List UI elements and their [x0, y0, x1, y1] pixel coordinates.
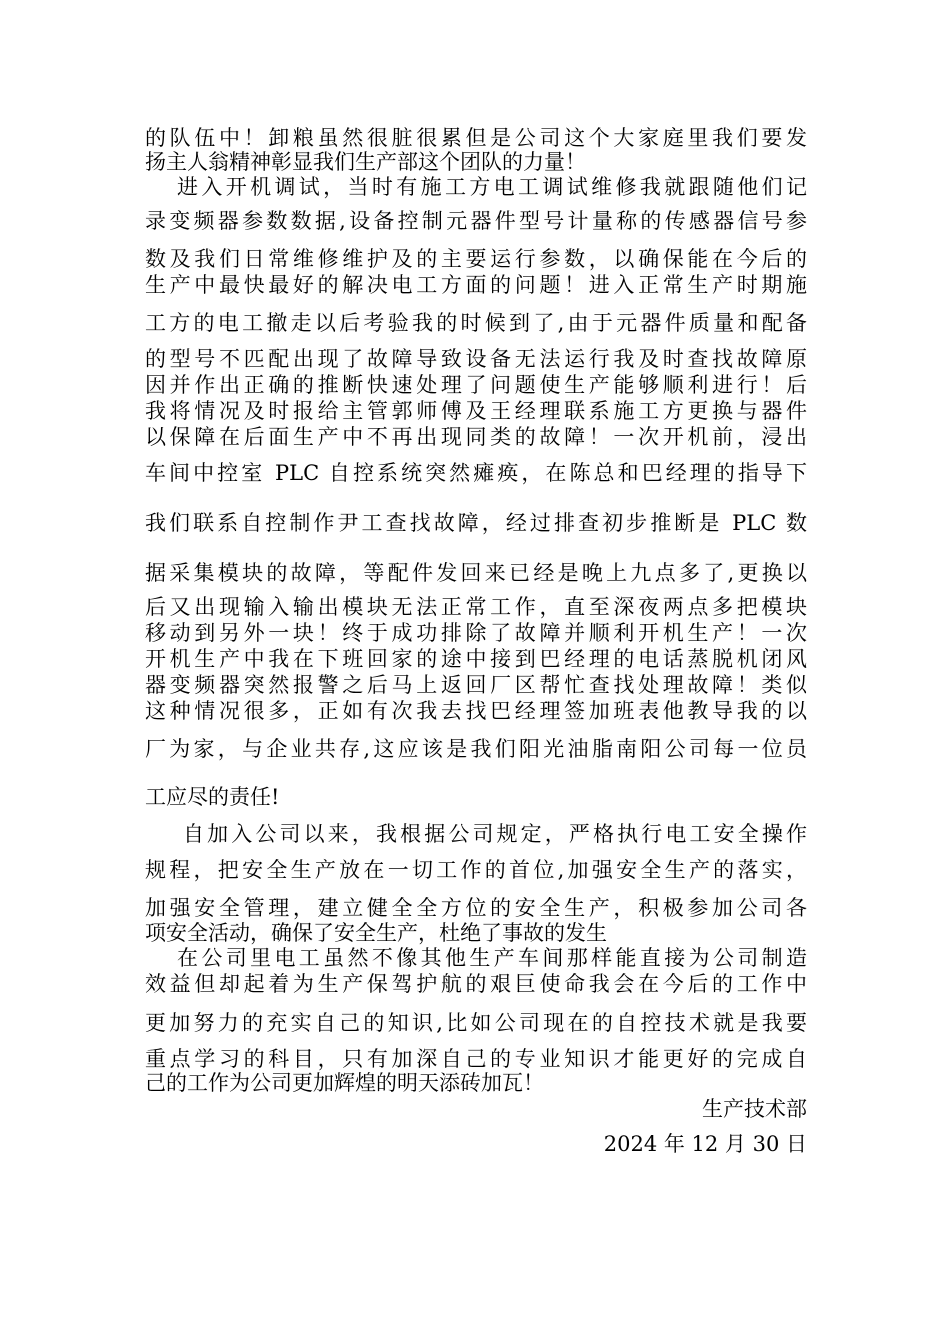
- text-line: 重点学习的科目，只有加深自己的专业知识才能更好的完成自: [145, 1047, 807, 1071]
- text-line: 扬主人翁精神彰显我们生产部这个团队的力量！: [145, 150, 586, 174]
- text-line: 以保障在后面生产中不再出现同类的故障！一次开机前，浸出: [145, 425, 807, 449]
- text-line: 这种情况很多，正如有次我去找巴经理签加班表他教导我的以: [145, 699, 807, 723]
- text-line: 据采集模块的故障，等配件发回来已经是晚上九点多了,更换以: [145, 561, 807, 585]
- text-line: 器变频器突然报警之后马上返回厂区帮忙查找处理故障！类似: [145, 673, 807, 697]
- signature-department: 生产技术部: [702, 1097, 807, 1121]
- text-line: 工方的电工撤走以后考验我的时候到了,由于元器件质量和配备: [145, 311, 807, 335]
- text-line: 开机生产中我在下班回家的途中接到巴经理的电话蒸脱机闭风: [145, 647, 807, 671]
- text-line: 因并作出正确的推断快速处理了问题使生产能够顺利进行！后: [145, 373, 807, 397]
- text-line: 己的工作为公司更加辉煌的明天添砖加瓦！: [145, 1071, 544, 1095]
- text-line: 效益但却起着为生产保驾护航的艰巨使命我会在今后的工作中: [145, 972, 807, 996]
- text-line: 的型号不匹配出现了故障导致设备无法运行我及时查找故障原: [145, 347, 807, 371]
- text-line: 进入开机调试，当时有施工方电工调试维修我就跟随他们记: [177, 175, 807, 199]
- text-line: 我将情况及时报给主管郭师傅及王经理联系施工方更换与器件: [145, 399, 807, 423]
- text-line: 数及我们日常维修维护及的主要运行参数，以确保能在今后的: [145, 247, 807, 271]
- signature-date: 2024 年 12 月 30 日: [603, 1132, 807, 1156]
- text-line: 更加努力的充实自己的知识,比如公司现在的自控技术就是我要: [145, 1011, 807, 1035]
- text-line: 车间中控室 PLC 自控系统突然瘫痪，在陈总和巴经理的指导下: [145, 461, 807, 485]
- text-line: 厂为家，与企业共存,这应该是我们阳光油脂南阳公司每一位员: [145, 737, 807, 761]
- text-line: 录变频器参数数据,设备控制元器件型号计量称的传感器信号参: [145, 209, 807, 233]
- text-line: 移动到另外一块！终于成功排除了故障并顺利开机生产！一次: [145, 621, 807, 645]
- text-line: 加强安全管理，建立健全全方位的安全生产，积极参加公司各: [145, 896, 807, 920]
- text-line: 生产中最快最好的解决电工方面的问题！进入正常生产时期施: [145, 273, 807, 297]
- text-line: 在公司里电工虽然不像其他生产车间那样能直接为公司制造: [177, 946, 807, 970]
- text-line: 后又出现输入输出模块无法正常工作，直至深夜两点多把模块: [145, 595, 807, 619]
- text-line: 规程，把安全生产放在一切工作的首位,加强安全生产的落实，: [145, 858, 807, 882]
- text-line: 我们联系自控制作尹工查找故障，经过排查初步推断是 PLC 数: [145, 511, 807, 535]
- text-line: 自加入公司以来，我根据公司规定，严格执行电工安全操作: [183, 822, 807, 846]
- text-line: 项安全活动，确保了安全生产，杜绝了事故的发生: [145, 921, 607, 945]
- text-line: 的队伍中！卸粮虽然很脏很累但是公司这个大家庭里我们要发: [145, 126, 807, 150]
- text-line: 工应尽的责任!: [145, 785, 280, 809]
